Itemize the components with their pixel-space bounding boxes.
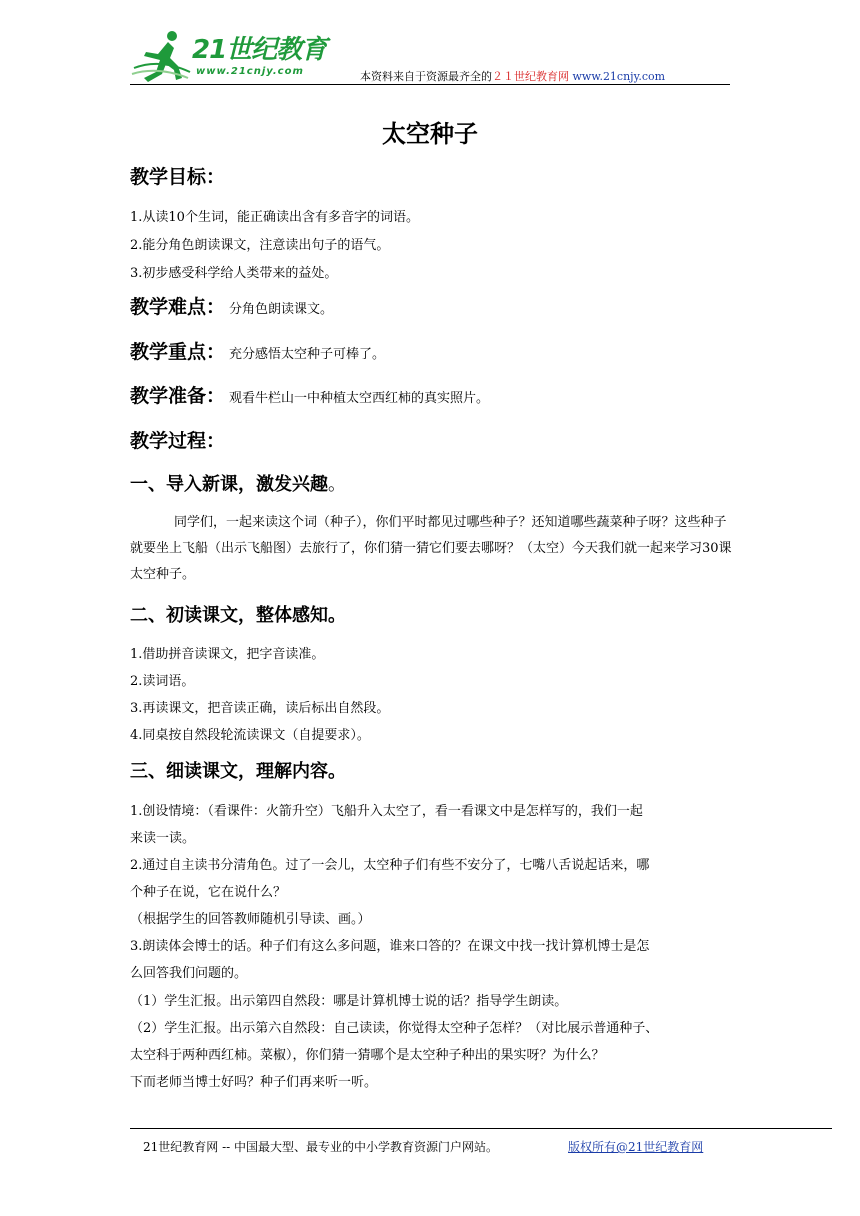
process-heading: 教学过程： <box>130 430 226 452</box>
section3-line-9: （2）学生汇报。出示第六自然段：自己读读，你觉得太空种子怎样？（对比展示普通种子、 <box>130 1021 659 1036</box>
section3-line-7: 么回答我们问题的。 <box>130 966 248 981</box>
keypoint-heading: 教学重点： 充分感悟太空种子可棒了。 <box>130 341 386 363</box>
footer-divider <box>130 1128 832 1129</box>
goal-item-1: 1.从读10个生词，能正确读出含有多音字的词语。 <box>130 210 419 225</box>
section1-paragraph: 同学们，一起来读这个词（种子），你们平时都见过哪些种子？还知道哪些蔬菜种子呀？这些种子就要坐上飞船（出示飞船图）去旅行了，你们猜一猜它们要去哪呀？（太空）今天我们就一起来学习30课太空种子。 <box>130 515 732 582</box>
source-prefix: 本资料来自于资源最齐全的 <box>360 70 492 83</box>
logo-url: www.21cnjy.com <box>196 66 304 77</box>
runner-logo-icon <box>130 28 192 84</box>
section2-item-3: 3.再读课文，把音读正确，读后标出自然段。 <box>130 701 390 716</box>
section2-item-4: 4.同桌按自然段轮流读课文（自提要求）。 <box>130 728 370 743</box>
goal-item-3: 3.初步感受科学给人类带来的益处。 <box>130 266 338 281</box>
logo <box>130 28 330 84</box>
section3-line-5: （根据学生的回答教师随机引导读、画。） <box>130 912 371 927</box>
section3-line-10: 太空科于两种西红柿。菜椒），你们猜一猜哪个是太空种子种出的果实呀？为什么？ <box>130 1048 605 1063</box>
section2-item-2: 2.读词语。 <box>130 674 195 689</box>
section3-line-3: 2.通过自主读书分清角色。过了一会儿，太空种子们有些不安分了，七嘴八舌说起话来，哪 <box>130 858 650 873</box>
footer-text: 21世纪教育网 -- 中国最大型、最专业的中小学教育资源门户网站。 <box>143 1140 499 1154</box>
logo-title: 21世纪教育 <box>192 35 327 65</box>
section3-line-6: 3.朗读体会博士的话。种子们有这么多问题，谁来口答的？在课文中找一找计算机博士是怎 <box>130 939 650 954</box>
document-title: 太空种子 <box>382 120 478 148</box>
section3-title: 三、细读课文，理解内容。 <box>130 761 346 782</box>
section1-title: 一、导入新课，激发兴趣。 <box>130 474 346 495</box>
preparation-heading: 教学准备： 观看牛栏山一中种植太空西红柿的真实照片。 <box>130 385 490 407</box>
header-source <box>360 68 665 84</box>
section2-title: 二、初读课文，整体感知。 <box>130 605 346 626</box>
goals-heading: 教学目标： <box>130 166 226 188</box>
source-name: ２１世纪教育网 <box>492 70 569 83</box>
section3-line-11: 下而老师当博士好吗？种子们再来听一听。 <box>130 1075 378 1090</box>
section3-line-4: 个种子在说，它在说什么？ <box>130 885 287 900</box>
section3-line-2: 来读一读。 <box>130 831 196 846</box>
page-header <box>130 28 730 86</box>
difficulty-text: 分角色朗读课文。 <box>229 302 334 317</box>
goal-item-2: 2.能分角色朗读课文，注意读出句子的语气。 <box>130 238 390 253</box>
source-url-link[interactable]: www.21cnjy.com <box>572 70 666 83</box>
section3-line-1: 1.创设情境：（看课件：火箭升空）飞船升入太空了，看一看课文中是怎样写的，我们一起 <box>130 804 643 819</box>
section3-line-8: （1）学生汇报。出示第四自然段：哪是计算机博士说的话？指导学生朗读。 <box>130 994 568 1009</box>
header-divider <box>130 84 730 85</box>
section2-item-1: 1.借助拼音读课文，把字音读准。 <box>130 647 325 662</box>
keypoint-text: 充分感悟太空种子可棒了。 <box>229 347 386 362</box>
difficulty-heading: 教学难点： 分角色朗读课文。 <box>130 296 334 318</box>
copyright-link[interactable]: 版权所有@21世纪教育网 <box>568 1140 704 1154</box>
preparation-text: 观看牛栏山一中种植太空西红柿的真实照片。 <box>229 391 490 406</box>
